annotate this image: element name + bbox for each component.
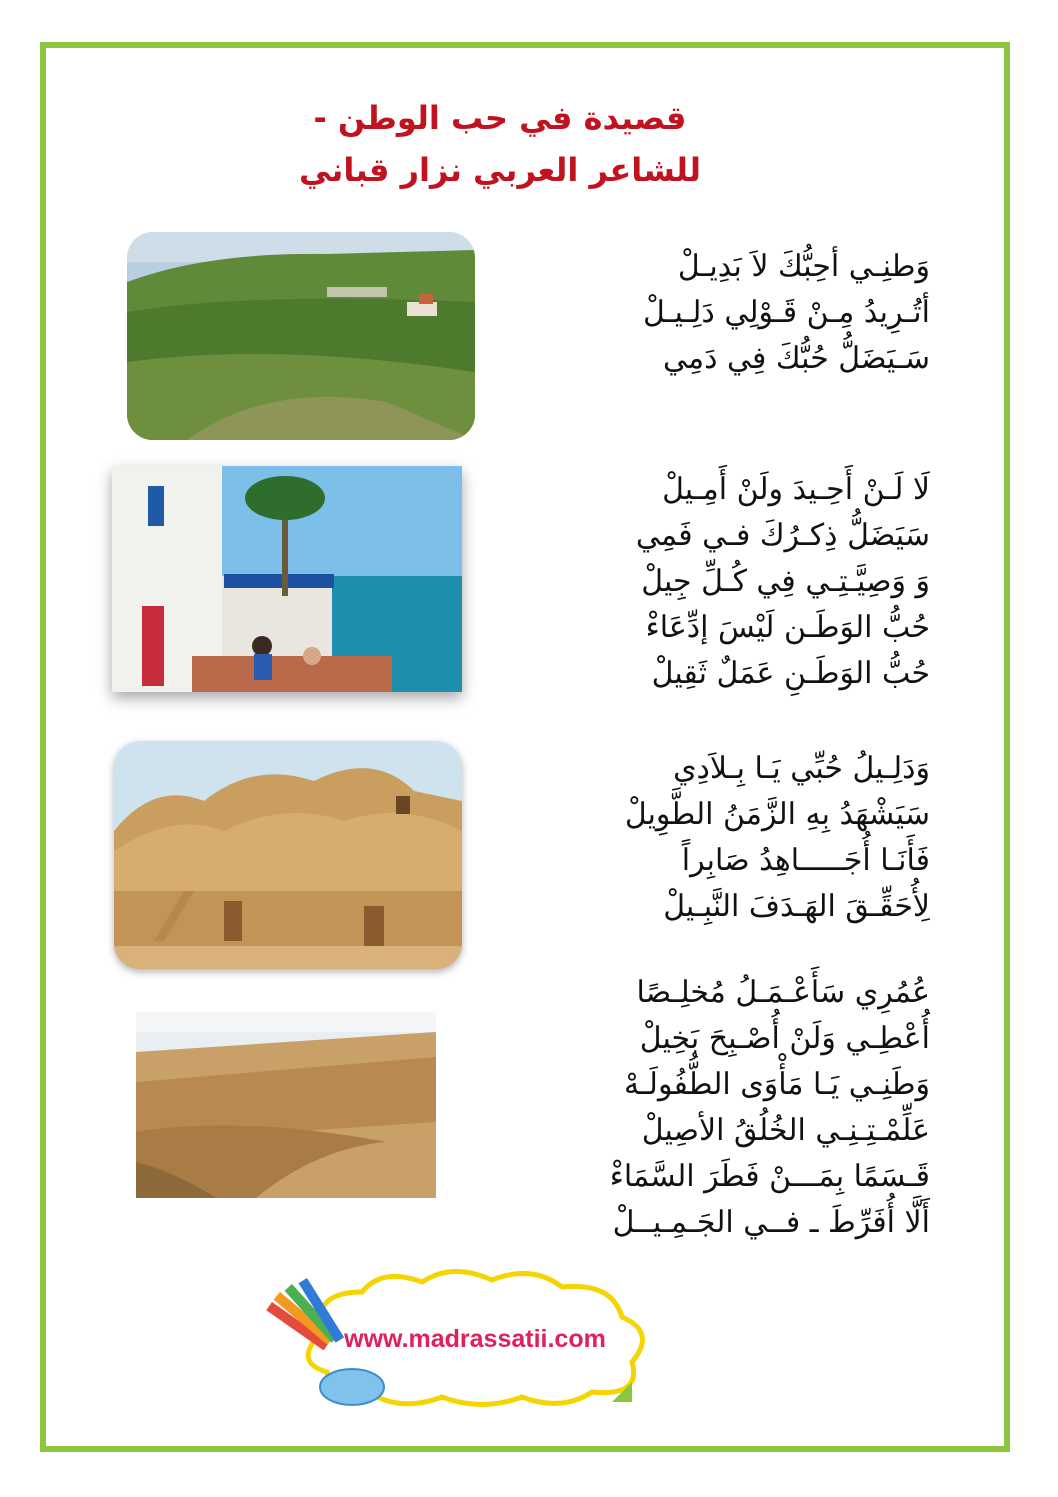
verse-line: قَـسَمًا بِمَـــنْ فَطَرَ السَّمَاءْ: [609, 1159, 930, 1194]
poem-subtitle: للشاعر العربي نزار قباني: [299, 151, 701, 189]
stanza-1: [410, 244, 930, 382]
stanza-3: [410, 746, 930, 930]
verse-line: سَيَضَلُّ ذِكـرُكَ فـي فَمِي: [635, 518, 930, 553]
landscape-photo: [127, 232, 475, 440]
stanza-2: [410, 467, 930, 697]
verse-line: أَلَّا أُفَرِّطَ ـ فــي الجَـمِـيــلْ: [612, 1205, 930, 1240]
verse-line: عُمُرِي سَأَعْـمَـلُ مُخلِـصًا: [636, 975, 930, 1010]
verse-line: أُعْطِـي وَلَنْ أُصْـبِحَ بَخِيلْ: [639, 1021, 930, 1056]
ksar-photo: [114, 741, 462, 969]
ruins-photo: [136, 1012, 436, 1198]
verse-line: فَأَنَـا أُجَـــــاهِدُ صَابِراً: [681, 843, 930, 878]
verse-line: عَلِّمْـتِـنِـي الخُلُقُ الأصِيلْ: [641, 1113, 930, 1148]
poem-title: قصيدة في حب الوطن -: [313, 99, 687, 137]
verse-line: وَ وَصِيَّـتِـي فِي كُـلِّ جِيلْ: [641, 564, 930, 599]
verse-line: سَـيَضَلُّ حُبُّكَ فِي دَمِي: [663, 341, 930, 376]
terrace-photo: [112, 466, 462, 692]
verse-line: لِأُحَقِّـقَ الهَـدَفَ النَّبِـيلْ: [663, 889, 930, 924]
verse-line: وَطَنِـي يَـا مَأْوَى الطُّفُولَـهْ: [623, 1067, 930, 1102]
verse-line: وَدَلِـيلُ حُبِّي يَـا بِـلاَدِي: [673, 751, 930, 786]
verse-line: حُبُّ الوَطَـن لَيْسَ إدِّعَاءْ: [645, 610, 930, 645]
verse-line: وَطنِـي أحِبُّكَ لاَ بَدِيـلْ: [677, 249, 930, 284]
website-link[interactable]: www.madrassatii.com: [344, 1325, 606, 1353]
verse-line: حُبُّ الوَطَـنِ عَمَلٌ ثَقِيلْ: [651, 656, 930, 691]
verse-line: أتُـرِيدُ مِـنْ قَـوْلِي دَلِـيـلْ: [642, 295, 930, 330]
stanza-4: [410, 970, 930, 1246]
verse-line: لَا لَـنْ أَحِـيدَ ولَنْ أَمِـيلْ: [662, 472, 930, 507]
verse-line: سَيَشْهَدُ بِهِ الزَّمَنُ الطَّوِيلْ: [624, 797, 930, 832]
